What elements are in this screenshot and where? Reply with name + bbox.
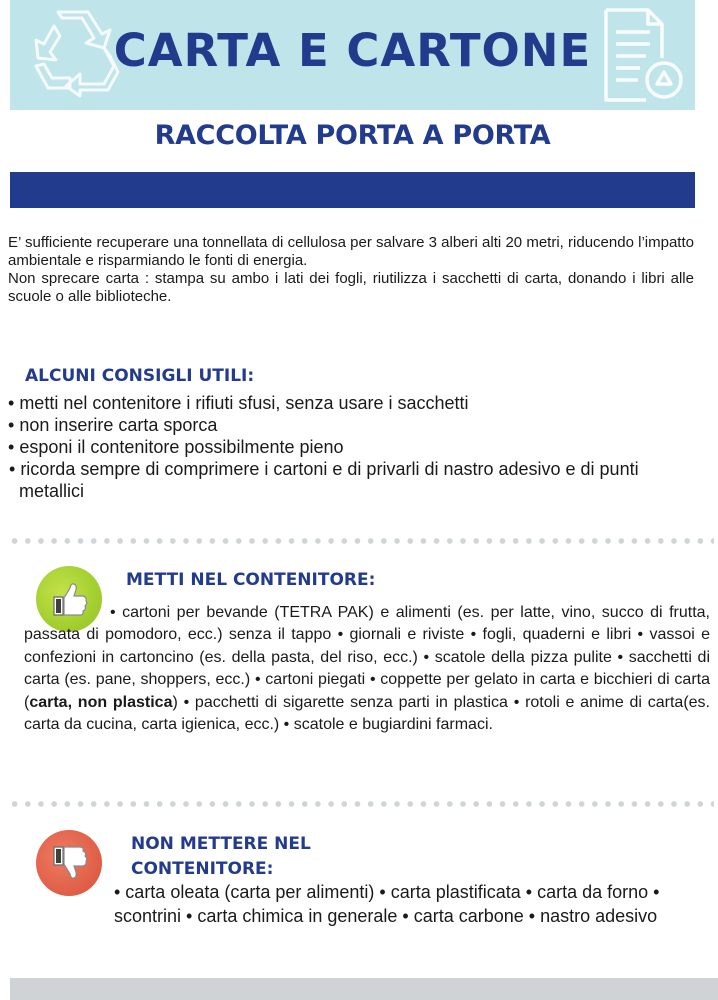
non-mettere-heading-line: NON METTERE NEL (131, 834, 311, 854)
document-recycle-icon (596, 6, 688, 106)
divider-bar (10, 172, 695, 208)
metti-text-part: ) • pacchetti di sigarette senza parti in plastica • rotoli e anime di carta(es. carta da cucina, carta igienica, ecc.) • scatole e bugiardini farmaci. (24, 693, 710, 734)
page-title: CARTA E CARTONE (113, 24, 592, 77)
tip-item: • esponi il contenitore possibilmente pieno (5, 436, 695, 458)
intro-paragraph: E’ sufficiente recuperare una tonnellata di cellulosa per salvare 3 alberi alti 20 metri, riducendo l’impatto ambientale e risparmiando le fonti di energia. (8, 234, 694, 269)
intro-paragraph: Non sprecare carta : stampa su ambo i lati dei fogli, riutilizza i sacchetti di carta, donando i libri alle scuole o alle biblioteche. (8, 270, 694, 305)
tips-heading: ALCUNI CONSIGLI UTILI: (25, 366, 255, 386)
metti-heading: METTI NEL CONTENITORE: (126, 570, 376, 590)
tip-item: • ricorda sempre di comprimere i cartoni e di privarli di nastro adesivo e di punti metallici (5, 458, 695, 502)
metti-text-bold: carta, non plastica (29, 693, 173, 711)
non-mettere-heading (131, 832, 311, 882)
metti-text-part: • cartoni per bevande (TETRA PAK) e alimenti (es. per latte, vino, succo di frutta, passata di pomodoro, ecc.) senza il tappo • giornali e riviste • fogli, quaderni e libri • vassoi e confezioni in cartoncino (es. della pasta, del riso, ecc.) • scatole della pizza pulite • sacchetti di carta (es. pane, shoppers, ecc.) • cartoni piegati • coppette per gelato in carta e bicchieri di carta ( (24, 604, 710, 711)
dotted-separator (8, 538, 714, 544)
thumbs-down-icon (36, 830, 102, 896)
metti-text (24, 602, 710, 736)
non-mettere-heading-line: CONTENITORE: (131, 859, 274, 879)
non-mettere-text: • carta oleata (carta per alimenti) • carta plastificata • carta da forno • scontrini • carta chimica in generale • carta carbone • nastro adesivo (114, 882, 660, 926)
tips-list (5, 392, 695, 502)
section-subtitle: RACCOLTA PORTA A PORTA (154, 120, 551, 151)
header-banner (10, 0, 695, 110)
tip-item: • metti nel contenitore i rifiuti sfusi, senza usare i sacchetti (5, 392, 695, 414)
dotted-separator (8, 801, 714, 807)
tip-item: • non inserire carta sporca (5, 414, 695, 436)
footer-band (10, 978, 718, 1000)
intro-text (8, 234, 694, 306)
